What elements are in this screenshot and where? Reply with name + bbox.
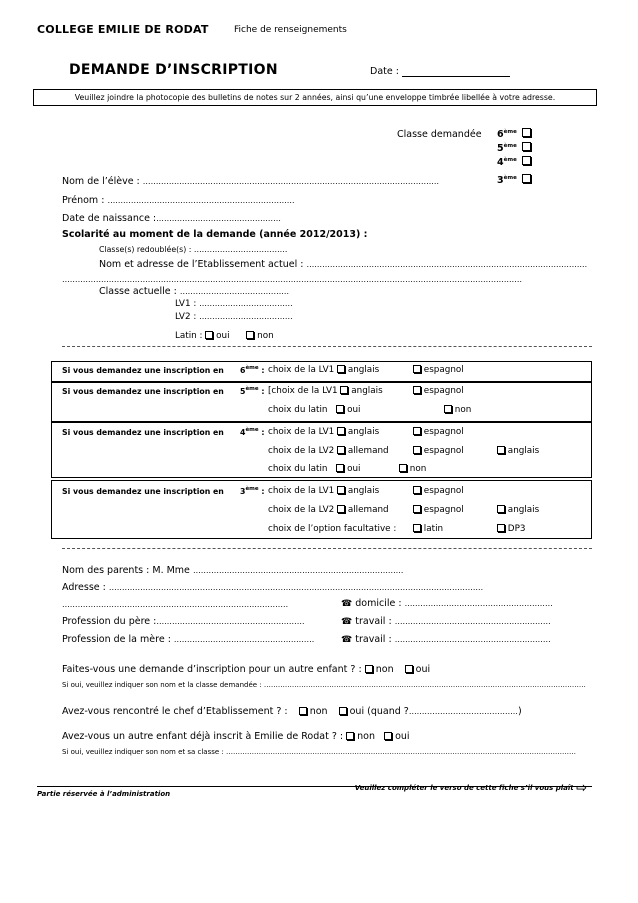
section-6eme-lv1: choix de la LV1 anglais <box>268 365 380 375</box>
section-5eme-lv1: [choix de la LV1 anglais <box>268 386 383 396</box>
class-4-checkbox[interactable] <box>522 156 531 165</box>
phone-icon: ☎ <box>341 599 353 609</box>
4eme-lv2-anglais-option[interactable]: anglais <box>497 446 539 456</box>
class-3-option[interactable]: 3ème <box>497 175 517 186</box>
etablissement-field[interactable]: Nom et adresse de l’Etablissement actuel : ……………………………………………………………………………………………… <box>99 259 588 270</box>
latin-non-checkbox[interactable] <box>246 331 254 339</box>
class-3-checkbox[interactable] <box>522 174 531 183</box>
4eme-latin-non-option[interactable]: non <box>399 464 426 474</box>
classe-redoublee-field[interactable]: Classe(s) redoublée(s) : ……………………………… <box>99 245 288 254</box>
3eme-lv1-anglais-checkbox[interactable] <box>337 486 345 494</box>
page-title: DEMANDE D’INSCRIPTION <box>69 62 278 78</box>
section-3eme-option: choix de l’option facultative : <box>268 524 397 534</box>
class-5-option[interactable]: 5ème <box>497 143 517 154</box>
4eme-latin-oui-checkbox[interactable] <box>336 464 344 472</box>
5eme-latin-oui-checkbox[interactable] <box>336 405 344 413</box>
section-3eme-prefix: Si vous demandez une inscription en <box>62 487 224 496</box>
3eme-dp3-checkbox[interactable] <box>497 524 505 532</box>
6eme-anglais-checkbox[interactable] <box>337 365 345 373</box>
instruction-note: Veuillez joindre la photocopie des bulletins de notes sur 2 années, ainsi qu’une enveloppe timbrée libellée à votre adresse. <box>33 89 597 106</box>
class-5-checkbox[interactable] <box>522 142 531 151</box>
adresse-line-2[interactable]: …………………………………………………………………………… <box>62 600 289 609</box>
4eme-lv2-allemand-checkbox[interactable] <box>337 446 345 454</box>
date-line[interactable] <box>402 66 510 77</box>
3eme-option-dp3[interactable]: DP3 <box>497 524 525 534</box>
5eme-espagnol-option[interactable]: espagnol <box>413 386 464 396</box>
section-3eme-level: 3ème : <box>240 486 265 496</box>
school-name: COLLEGE EMILIE DE RODAT <box>37 23 209 36</box>
prenom-field[interactable]: Prénom : ……………………………………………………………… <box>62 195 295 206</box>
question-chef-etablissement: Avez-vous rencontré le chef d’Etablissement ? : non oui (quand ?……………………………………) <box>62 706 522 717</box>
section-4eme-latin: choix du latin oui <box>268 464 361 474</box>
3eme-lv2-anglais-option[interactable]: anglais <box>497 505 539 515</box>
form-subtitle: Fiche de renseignements <box>234 25 347 35</box>
section-4eme-level: 4ème : <box>240 427 265 437</box>
section-6eme-prefix: Si vous demandez une inscription en <box>62 366 224 375</box>
q3-oui-checkbox[interactable] <box>384 732 392 740</box>
date-label: Date : <box>370 66 399 77</box>
nom-eleve-field[interactable]: Nom de l’élève : …………………………………………………………………………………………………… <box>62 176 440 187</box>
profession-pere-field[interactable]: Profession du père :………………………………………………… <box>62 616 305 627</box>
3eme-lv1-espagnol-checkbox[interactable] <box>413 486 421 494</box>
4eme-lv1-anglais-checkbox[interactable] <box>337 427 345 435</box>
section-5eme-latin: choix du latin oui <box>268 405 361 415</box>
3eme-lv2-espagnol-option[interactable]: espagnol <box>413 505 464 515</box>
5eme-espagnol-checkbox[interactable] <box>413 386 421 394</box>
section-3eme-lv1: choix de la LV1 anglais <box>268 486 380 496</box>
date-naissance-field[interactable]: Date de naissance :………………………………………… <box>62 213 281 224</box>
latin-oui-checkbox[interactable] <box>205 331 213 339</box>
5eme-latin-non-checkbox[interactable] <box>444 405 452 413</box>
q2-oui-checkbox[interactable] <box>339 707 347 715</box>
q1-oui-checkbox[interactable] <box>405 665 413 673</box>
3eme-lv2-allemand-checkbox[interactable] <box>337 505 345 513</box>
class-4-option[interactable]: 4ème <box>497 157 517 168</box>
separator-2 <box>62 548 592 549</box>
etablissement-line-2[interactable]: …………………………………………………………………………………………………………………………………………………………… <box>62 275 523 284</box>
latin-field: Latin : oui non <box>175 331 274 341</box>
section-6eme-level: 6ème : <box>240 365 265 375</box>
adresse-field[interactable]: Adresse : ……………………………………………………………………………………………………………………………… <box>62 582 484 593</box>
lv2-field[interactable]: LV2 : ……………………………… <box>175 312 293 322</box>
section-3eme-lv2: choix de la LV2 allemand <box>268 505 389 515</box>
4eme-lv1-espagnol-option[interactable]: espagnol <box>413 427 464 437</box>
q1-non-checkbox[interactable] <box>365 665 373 673</box>
q3-non-checkbox[interactable] <box>346 732 354 740</box>
travail-pere-field[interactable]: ☎ travail : …………………………………………………… <box>341 616 551 627</box>
6eme-espagnol-option[interactable]: espagnol <box>413 365 464 375</box>
section-4eme-lv1: choix de la LV1 anglais <box>268 427 380 437</box>
question-enfant-inscrit: Avez-vous un autre enfant déjà inscrit à Emilie de Rodat ? : non oui <box>62 731 410 742</box>
q3-detail-field[interactable]: Si oui, veuillez indiquer son nom et sa classe : …………………………………………………………………………………………………………………………………… <box>62 748 577 756</box>
3eme-lv1-espagnol-option[interactable]: espagnol <box>413 486 464 496</box>
phone-icon: ☎ <box>341 635 353 645</box>
verso-note: Veuillez compléter le verso de cette fiche s’il vous plaît ⇨ <box>354 781 587 796</box>
q2-non-checkbox[interactable] <box>299 707 307 715</box>
travail-mere-field[interactable]: ☎ travail : …………………………………………………… <box>341 634 551 645</box>
3eme-option-latin[interactable]: latin <box>413 524 443 534</box>
separator-1 <box>62 346 592 347</box>
admin-note: Partie réservée à l’administration <box>37 790 171 798</box>
arrow-right-icon: ⇨ <box>576 781 587 796</box>
3eme-latin-checkbox[interactable] <box>413 524 421 532</box>
5eme-anglais-checkbox[interactable] <box>340 386 348 394</box>
3eme-lv2-anglais-checkbox[interactable] <box>497 505 505 513</box>
class-6-option[interactable]: 6ème <box>497 129 517 140</box>
classe-actuelle-field[interactable]: Classe actuelle : …………………………………… <box>99 286 290 297</box>
4eme-lv1-espagnol-checkbox[interactable] <box>413 427 421 435</box>
class-6-checkbox[interactable] <box>522 128 531 137</box>
5eme-latin-non-option[interactable]: non <box>444 405 471 415</box>
date-field[interactable] <box>370 66 510 77</box>
phone-icon: ☎ <box>341 617 353 627</box>
6eme-espagnol-checkbox[interactable] <box>413 365 421 373</box>
section-5eme-prefix: Si vous demandez une inscription en <box>62 387 224 396</box>
3eme-lv2-espagnol-checkbox[interactable] <box>413 505 421 513</box>
profession-mere-field[interactable]: Profession de la mère : ……………………………………………… <box>62 634 315 645</box>
section-4eme-lv2: choix de la LV2 allemand <box>268 446 389 456</box>
question-autre-demande: Faites-vous une demande d’inscription pour un autre enfant ? : non oui <box>62 664 431 675</box>
4eme-latin-non-checkbox[interactable] <box>399 464 407 472</box>
lv1-field[interactable]: LV1 : ……………………………… <box>175 299 293 309</box>
nom-parents-field[interactable]: Nom des parents : M. Mme ……………………………………………………………………… <box>62 565 404 576</box>
domicile-field[interactable]: ☎ domicile : ………………………………………………… <box>341 598 553 609</box>
classe-demandee-label: Classe demandée <box>397 129 482 140</box>
4eme-lv2-espagnol-checkbox[interactable] <box>413 446 421 454</box>
4eme-lv2-anglais-checkbox[interactable] <box>497 446 505 454</box>
q1-detail-field[interactable]: Si oui, veuillez indiquer son nom et la classe demandée : ………………………………………………………………………………………………………………………… <box>62 681 586 689</box>
scolarite-heading: Scolarité au moment de la demande (année 2012/2013) : <box>62 229 368 240</box>
section-5eme-level: 5ème : <box>240 386 265 396</box>
4eme-lv2-espagnol-option[interactable]: espagnol <box>413 446 464 456</box>
section-4eme-prefix: Si vous demandez une inscription en <box>62 428 224 437</box>
